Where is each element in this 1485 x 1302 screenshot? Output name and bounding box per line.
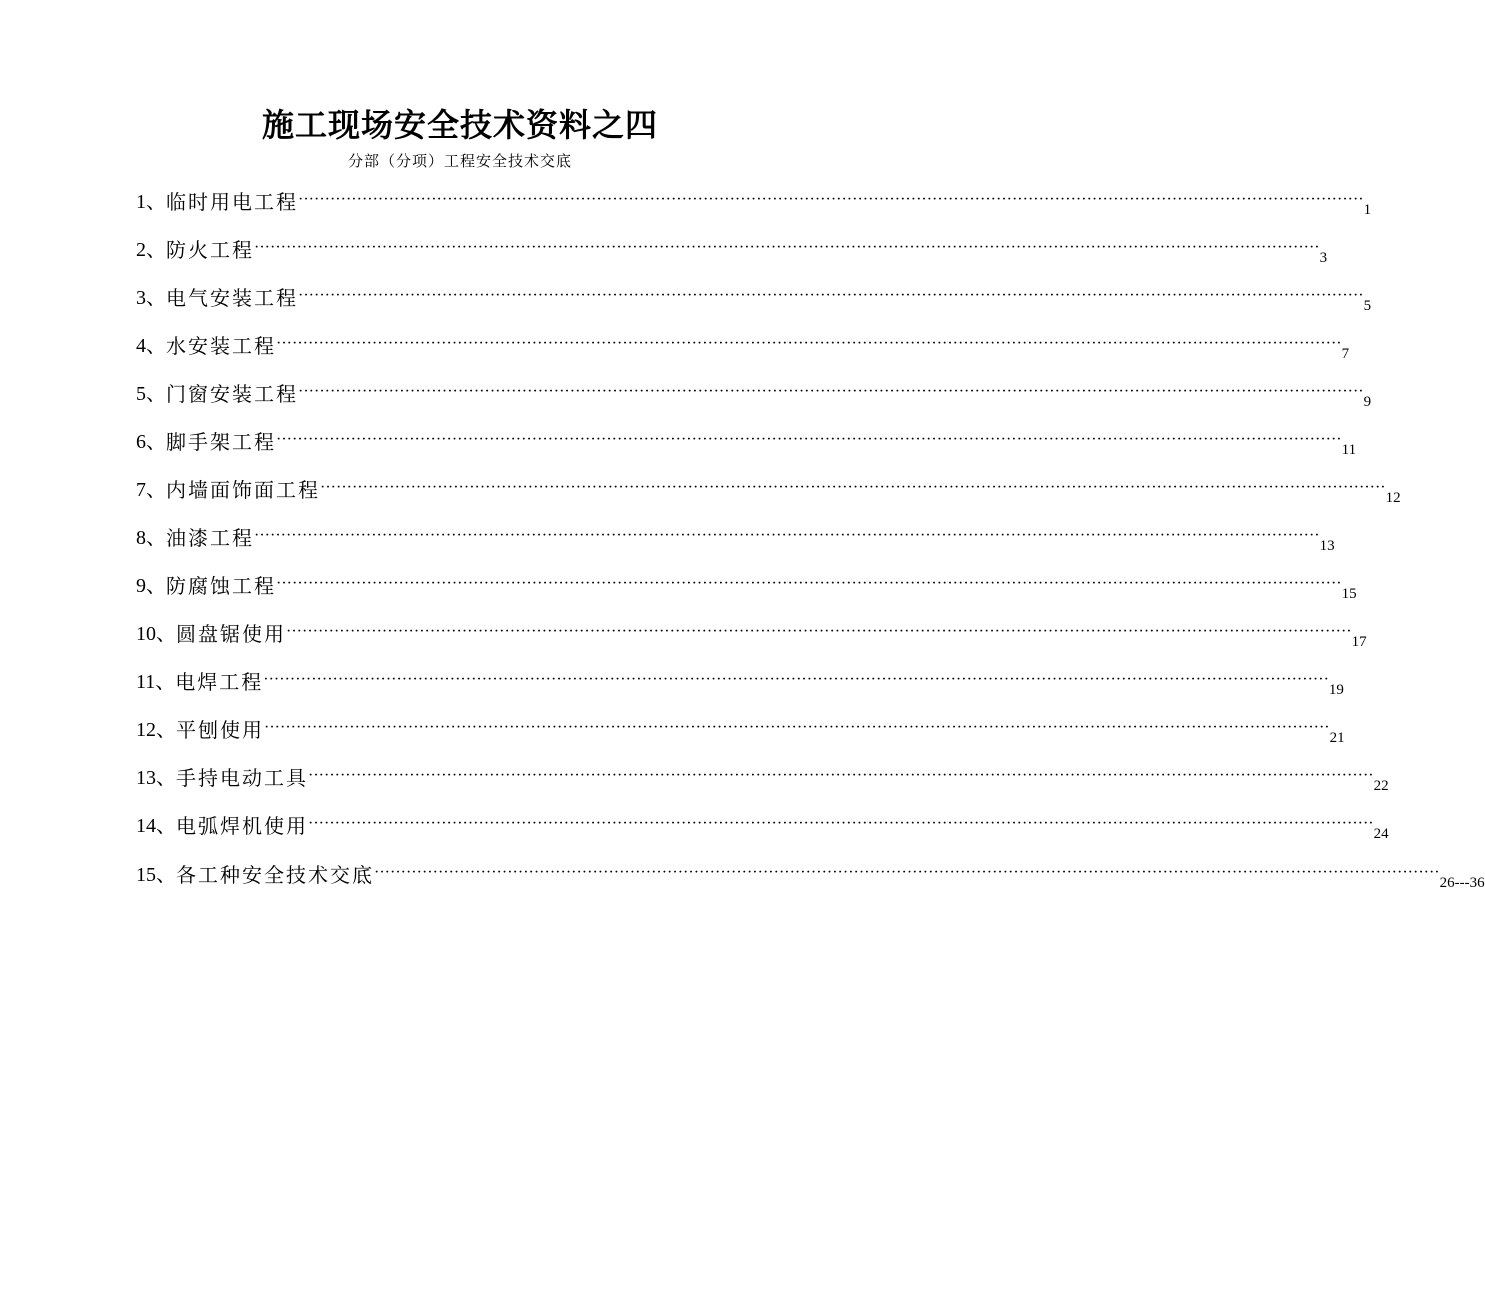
- toc-leader-dots: ········································································································································································································: [254, 239, 1320, 256]
- toc-leader-dots: ········································································································································································································: [276, 335, 1342, 352]
- toc-entry-page: 12: [1385, 490, 1401, 506]
- toc-leader-dots: ········································································································································································································: [298, 287, 1364, 304]
- toc-leader-dots: ········································································································································································································: [308, 767, 1374, 784]
- toc-entry[interactable]: [136, 420, 1357, 458]
- toc-entry-title: 防腐蚀工程: [166, 574, 276, 598]
- toc-entry-number: 1、: [136, 191, 166, 213]
- toc-leader-dots: ········································································································································································································: [374, 864, 1440, 881]
- toc-leader-dots: ········································································································································································································: [276, 575, 1342, 592]
- toc-entry-title: 临时用电工程: [166, 190, 298, 214]
- toc-entry[interactable]: [136, 564, 1357, 602]
- toc-leader-dots: ········································································································································································································: [263, 671, 1329, 688]
- toc-entry-number: 6、: [136, 431, 166, 453]
- toc-entry-title: 油漆工程: [166, 526, 254, 550]
- toc-entry-number: 10、: [136, 623, 176, 645]
- toc-entry[interactable]: [136, 468, 1401, 506]
- toc-leader-dots: ········································································································································································································: [308, 815, 1374, 832]
- toc-entry-number: 9、: [136, 575, 166, 597]
- toc-entry[interactable]: [136, 853, 1485, 891]
- page-title: 施工现场安全技术资料之四: [261, 106, 658, 144]
- toc-leader-dots: ········································································································································································································: [298, 191, 1364, 208]
- toc-entry[interactable]: [136, 228, 1328, 266]
- toc-entry-title: 水安装工程: [166, 334, 276, 358]
- toc-entry[interactable]: [136, 756, 1389, 794]
- toc-entry-number: 13、: [136, 767, 176, 789]
- toc-entry-number: 4、: [136, 335, 166, 357]
- toc-entry-number: 3、: [136, 287, 166, 309]
- toc-entry-title: 各工种安全技术交底: [176, 863, 374, 887]
- toc-entry-title: 圆盘锯使用: [176, 622, 286, 646]
- page-subtitle: 分部（分项）工程安全技术交底: [347, 152, 572, 170]
- toc-entry-page: 19: [1328, 682, 1344, 698]
- toc-entry-page: 5: [1363, 298, 1372, 314]
- toc-entry[interactable]: [136, 612, 1367, 650]
- toc-leader-dots: ········································································································································································································: [276, 431, 1342, 448]
- toc-leader-dots: ········································································································································································································: [264, 719, 1330, 736]
- toc-entry-page: 21: [1329, 730, 1345, 746]
- toc-entry-title: 电气安装工程: [166, 286, 298, 310]
- toc-entry-title: 平刨使用: [176, 718, 264, 742]
- toc-entry-page: 1: [1363, 202, 1372, 218]
- toc-entry-page: 15: [1341, 586, 1357, 602]
- toc-entry[interactable]: [136, 804, 1389, 842]
- toc-entry-title: 电弧焊机使用: [176, 814, 308, 838]
- toc-entry-number: 11、: [136, 671, 176, 693]
- toc-leader-dots: ········································································································································································································: [286, 623, 1352, 640]
- toc-entry-number: 8、: [136, 527, 166, 549]
- toc-entry-page: 11: [1341, 442, 1357, 458]
- toc-entry-number: 14、: [136, 815, 176, 837]
- toc-entry-title: 脚手架工程: [166, 430, 276, 454]
- toc-entry[interactable]: [136, 180, 1372, 218]
- toc-entry-page: 26---36: [1439, 875, 1485, 891]
- toc-entry-page: 3: [1319, 250, 1328, 266]
- toc-entry-page: 7: [1341, 346, 1350, 362]
- toc-entry-title: 门窗安装工程: [166, 382, 298, 406]
- toc-entry[interactable]: [136, 324, 1350, 362]
- toc-entry[interactable]: [136, 276, 1372, 314]
- toc-entry-title: 防火工程: [166, 238, 254, 262]
- toc-entry-number: 2、: [136, 239, 166, 261]
- toc-entry-page: 24: [1373, 826, 1389, 842]
- toc-entry-title: 电焊工程: [175, 670, 264, 694]
- toc-entry-page: 22: [1373, 778, 1389, 794]
- toc-entry[interactable]: [136, 660, 1344, 698]
- toc-entry-page: 9: [1363, 394, 1372, 410]
- toc-entry[interactable]: [136, 516, 1335, 554]
- toc-entry-title: 内墙面饰面工程: [166, 478, 320, 502]
- toc-entry-number: 15、: [136, 864, 176, 886]
- toc-entry[interactable]: [136, 372, 1372, 410]
- toc-entry-page: 17: [1351, 634, 1367, 650]
- toc-leader-dots: ········································································································································································································: [298, 383, 1364, 400]
- toc-entry[interactable]: [136, 708, 1345, 746]
- toc-entry-number: 12、: [136, 719, 176, 741]
- toc-entry-page: 13: [1319, 538, 1335, 554]
- toc-entry-number: 5、: [136, 383, 166, 405]
- toc-entry-title: 手持电动工具: [176, 766, 308, 790]
- toc-leader-dots: ········································································································································································································: [320, 479, 1386, 496]
- toc-entry-number: 7、: [136, 479, 166, 501]
- toc-leader-dots: ········································································································································································································: [254, 527, 1320, 544]
